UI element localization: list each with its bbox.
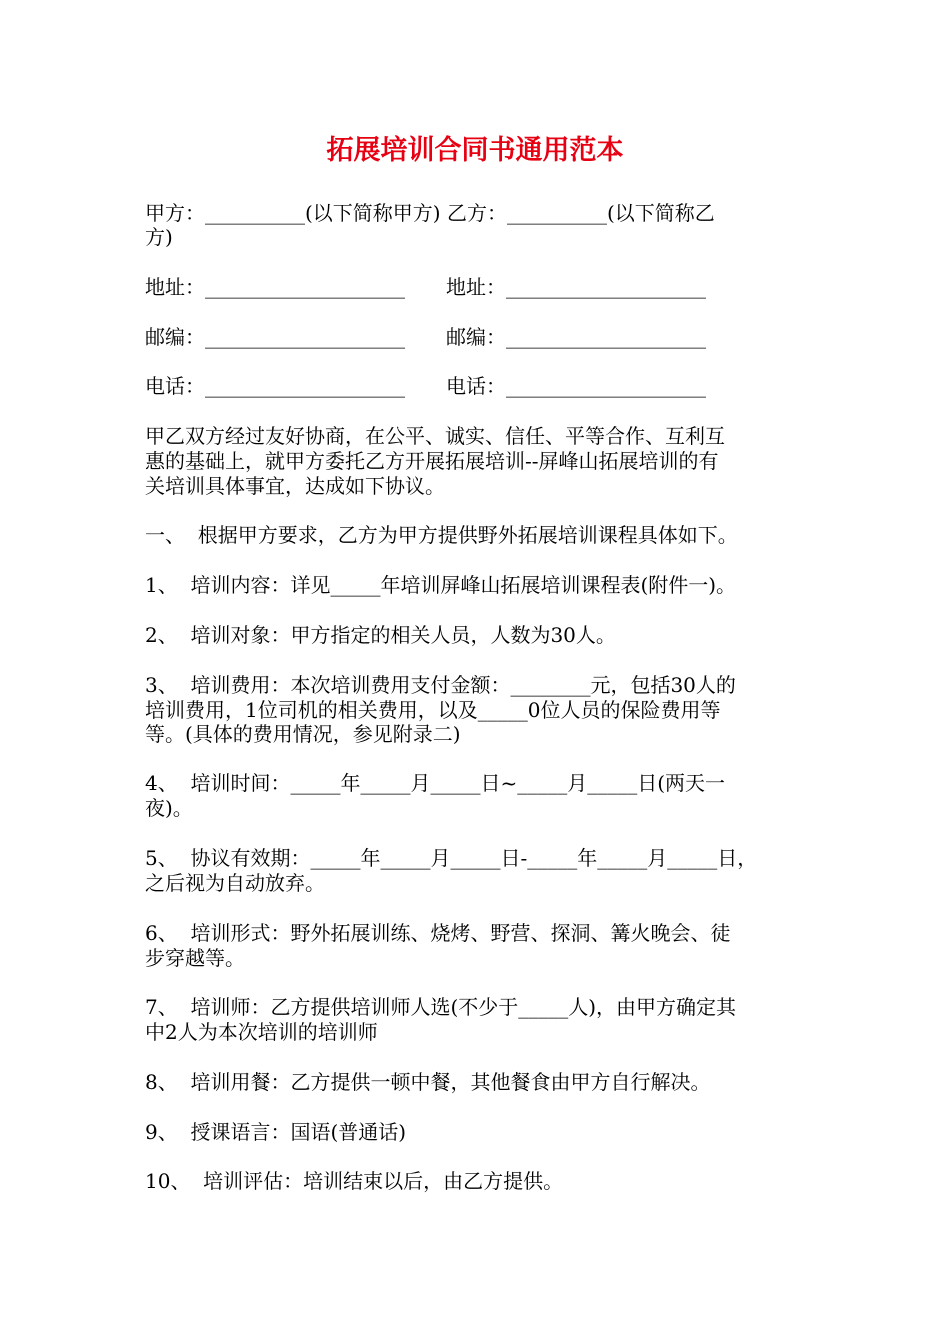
clause-item-2: 2、 培训对象：甲方指定的相关人员，人数为30人。 xyxy=(145,623,616,647)
clause-item-7: 7、 培训师：乙方提供培训师人选(不少于_____人)，由甲方确定其 xyxy=(145,995,737,1019)
clause-item-10: 10、 培训评估：培训结束以后，由乙方提供。 xyxy=(145,1169,564,1193)
phone-field-party-b: 电话：____________________ xyxy=(446,374,706,398)
clause-item-3-line: 培训费用，1位司机的相关费用，以及_____0位人员的保险费用等 xyxy=(145,698,721,722)
clause-item-8: 8、 培训用餐：乙方提供一顿中餐，其他餐食由甲方自行解决。 xyxy=(145,1070,711,1094)
clause-item-5: 5、 协议有效期：_____年_____月_____日-_____年_____月_____日， xyxy=(145,846,758,870)
postcode-field-party-b: 邮编：____________________ xyxy=(446,325,706,349)
postcode-field-party-a: 邮编：____________________ xyxy=(145,325,405,349)
parties-line: 甲方：__________(以下简称甲方) 乙方：__________(以下简称乙 xyxy=(145,201,715,225)
section-heading-1: 一、 根据甲方要求，乙方为甲方提供野外拓展培训课程具体如下。 xyxy=(145,523,738,547)
phone-field-party-a: 电话：____________________ xyxy=(145,374,405,398)
clause-item-7-line: 中2人为本次培训的培训师 xyxy=(145,1020,378,1044)
parties-line-continued: 方) xyxy=(145,225,173,249)
intro-paragraph-line: 甲乙双方经过友好协商，在公平、诚实、信任、平等合作、互利互 xyxy=(145,424,725,448)
address-field-party-a: 地址：____________________ xyxy=(145,275,405,299)
clause-item-9: 9、 授课语言：国语(普通话) xyxy=(145,1120,407,1144)
clause-item-4-line: 夜)。 xyxy=(145,796,193,820)
intro-paragraph-line: 关培训具体事宜，达成如下协议。 xyxy=(145,474,445,498)
clause-item-6-line: 步穿越等。 xyxy=(145,946,245,970)
clause-item-3: 3、 培训费用：本次培训费用支付金额：________元，包括30人的 xyxy=(145,673,736,697)
clause-item-3-line: 等。(具体的费用情况，参见附录二) xyxy=(145,722,461,746)
clause-item-1: 1、 培训内容：详见_____年培训屏峰山拓展培训课程表(附件一)。 xyxy=(145,573,737,597)
clause-item-4: 4、 培训时间：_____年_____月_____日~_____月_____日(两天一 xyxy=(145,771,725,795)
page-title: 拓展培训合同书通用范本 xyxy=(326,135,624,166)
address-field-party-b: 地址：____________________ xyxy=(446,275,706,299)
clause-item-6: 6、 培训形式：野外拓展训练、烧烤、野营、探洞、篝火晚会、徒 xyxy=(145,921,731,945)
intro-paragraph-line: 惠的基础上，就甲方委托乙方开展拓展培训--屏峰山拓展培训的有 xyxy=(145,449,719,473)
clause-item-5-line: 之后视为自动放弃。 xyxy=(145,871,325,895)
